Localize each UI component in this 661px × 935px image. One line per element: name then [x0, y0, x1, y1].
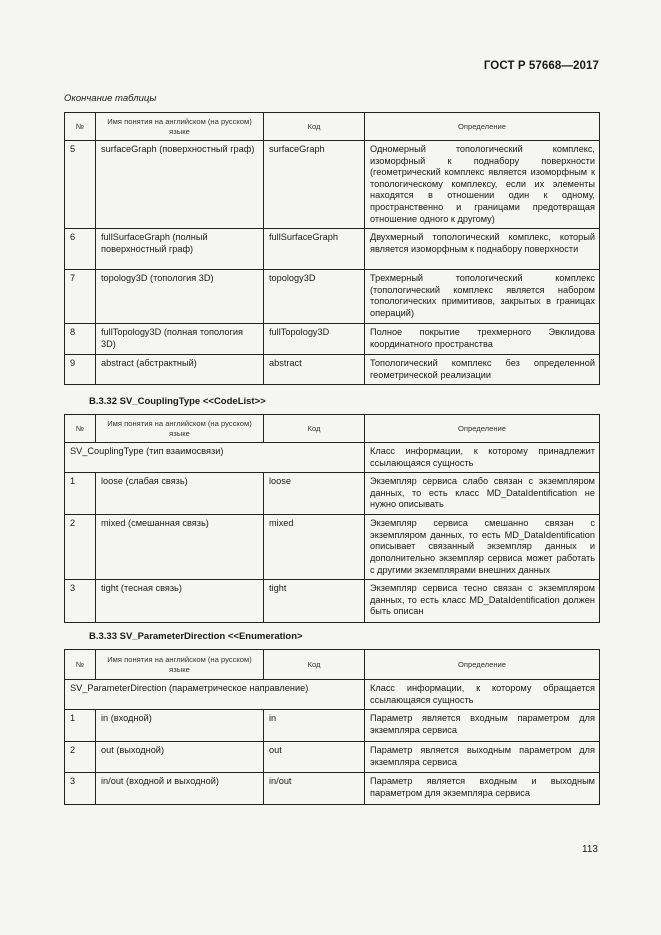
row-code: surfaceGraph — [264, 141, 365, 229]
standard-header: ГОСТ Р 57668—2017 — [483, 60, 599, 72]
section-title-parameter-direction: B.3.33 SV_ParameterDirection <<Enumeration> — [89, 631, 303, 642]
row-code: out — [264, 742, 365, 773]
row-num: 1 — [65, 473, 96, 515]
class-definition: Класс информации, к которому обращается ссылающаяся сущность — [365, 680, 600, 710]
row-definition: Экземпляр сервиса тесно связан с экземпляром данных, то есть класс MD_DataIdentification должен быть описан — [365, 580, 600, 623]
row-code: fullSurfaceGraph — [264, 229, 365, 270]
table-header-row — [65, 650, 600, 680]
row-term: in (входной) — [96, 710, 264, 742]
row-term: in/out (входной и выходной) — [96, 773, 264, 805]
row-num: 2 — [65, 515, 96, 580]
table-coupling-type — [64, 414, 600, 623]
row-num: 5 — [65, 141, 96, 229]
col-code-header: Код — [264, 415, 365, 443]
row-term: loose (слабая связь) — [96, 473, 264, 515]
table-row — [65, 355, 600, 385]
col-num-header: № — [65, 415, 96, 443]
row-code: in — [264, 710, 365, 742]
table-header-row — [65, 415, 600, 443]
row-term: topology3D (топология 3D) — [96, 270, 264, 324]
row-code: topology3D — [264, 270, 365, 324]
col-num-header: № — [65, 650, 96, 680]
col-code-header: Код — [264, 113, 365, 141]
row-num: 9 — [65, 355, 96, 385]
row-code: in/out — [264, 773, 365, 805]
row-num: 6 — [65, 229, 96, 270]
col-definition-header: Определение — [365, 113, 600, 141]
row-definition: Топологический комплекс без определенной геометрической реализации — [365, 355, 600, 385]
row-num: 7 — [65, 270, 96, 324]
class-term: SV_ParameterDirection (параметрическое направление) — [65, 680, 365, 710]
col-definition-header: Определение — [365, 650, 600, 680]
row-num: 1 — [65, 710, 96, 742]
row-definition: Параметр является входным параметром для экземпляра сервиса — [365, 710, 600, 742]
table-row — [65, 324, 600, 355]
section-title-coupling-type: B.3.32 SV_CouplingType <<CodeList>> — [89, 396, 266, 407]
col-num-header: № — [65, 113, 96, 141]
table-row — [65, 710, 600, 742]
class-row — [65, 443, 600, 473]
row-definition: Параметр является входным и выходным параметром для экземпляра сервиса — [365, 773, 600, 805]
row-definition: Экземпляр сервиса слабо связан с экземпляром данных, то есть класс MD_DataIdentification не нужно описывать — [365, 473, 600, 515]
row-num: 3 — [65, 580, 96, 623]
table-row — [65, 270, 600, 324]
row-num: 8 — [65, 324, 96, 355]
table-topology — [64, 112, 600, 385]
table-row — [65, 473, 600, 515]
row-num: 3 — [65, 773, 96, 805]
row-definition: Полное покрытие трехмерного Эвклидова координатного пространства — [365, 324, 600, 355]
table-row — [65, 141, 600, 229]
class-definition: Класс информации, к которому принадлежит ссылающаяся сущность — [365, 443, 600, 473]
row-code: fullTopology3D — [264, 324, 365, 355]
row-code: loose — [264, 473, 365, 515]
row-code: abstract — [264, 355, 365, 385]
table-continuation-caption: Окончание таблицы — [64, 93, 157, 104]
table-header-row — [65, 113, 600, 141]
row-definition: Двухмерный топологический комплекс, который является изоморфным к поднабору поверхности — [365, 229, 600, 270]
col-definition-header: Определение — [365, 415, 600, 443]
col-term-header: Имя понятия на английском (на русском) языке — [96, 650, 264, 680]
row-term: fullSurfaceGraph (полный поверхностный граф) — [96, 229, 264, 270]
row-term: surfaceGraph (поверхностный граф) — [96, 141, 264, 229]
row-definition: Параметр является выходным параметром для экземпляра сервиса — [365, 742, 600, 773]
table-row — [65, 773, 600, 805]
class-term: SV_CouplingType (тип взаимосвязи) — [65, 443, 365, 473]
row-definition: Трехмерный топологический комплекс (топологический комплекс является набором топологических примитивов, закрытых в границах операций) — [365, 270, 600, 324]
table-row — [65, 515, 600, 580]
row-term: mixed (смешанная связь) — [96, 515, 264, 580]
col-code-header: Код — [264, 650, 365, 680]
row-term: tight (тесная связь) — [96, 580, 264, 623]
class-row — [65, 680, 600, 710]
table-parameter-direction — [64, 649, 600, 805]
row-term: abstract (абстрактный) — [96, 355, 264, 385]
table-row — [65, 580, 600, 623]
row-num: 2 — [65, 742, 96, 773]
table-row — [65, 229, 600, 270]
row-term: fullTopology3D (полная топология 3D) — [96, 324, 264, 355]
row-term: out (выходной) — [96, 742, 264, 773]
page-number: 113 — [582, 844, 598, 855]
row-code: tight — [264, 580, 365, 623]
table-row — [65, 742, 600, 773]
row-code: mixed — [264, 515, 365, 580]
col-term-header: Имя понятия на английском (на русском) языке — [96, 113, 264, 141]
row-definition: Экземпляр сервиса смешанно связан с экземпляром данных, то есть MD_DataIdentification описывает связанный экземпляр данных и дополнительно экземпляр сервиса может работать с другими экземплярами внешних данных — [365, 515, 600, 580]
col-term-header: Имя понятия на английском (на русском) языке — [96, 415, 264, 443]
row-definition: Одномерный топологический комплекс, изоморфный к поднабору поверхности (геометрический комплекс является изоморфным к топологическому комплексу, если их элементы находятся в отношении один к одному, пространственно и границами предотвращая отношение одного к другому) — [365, 141, 600, 229]
